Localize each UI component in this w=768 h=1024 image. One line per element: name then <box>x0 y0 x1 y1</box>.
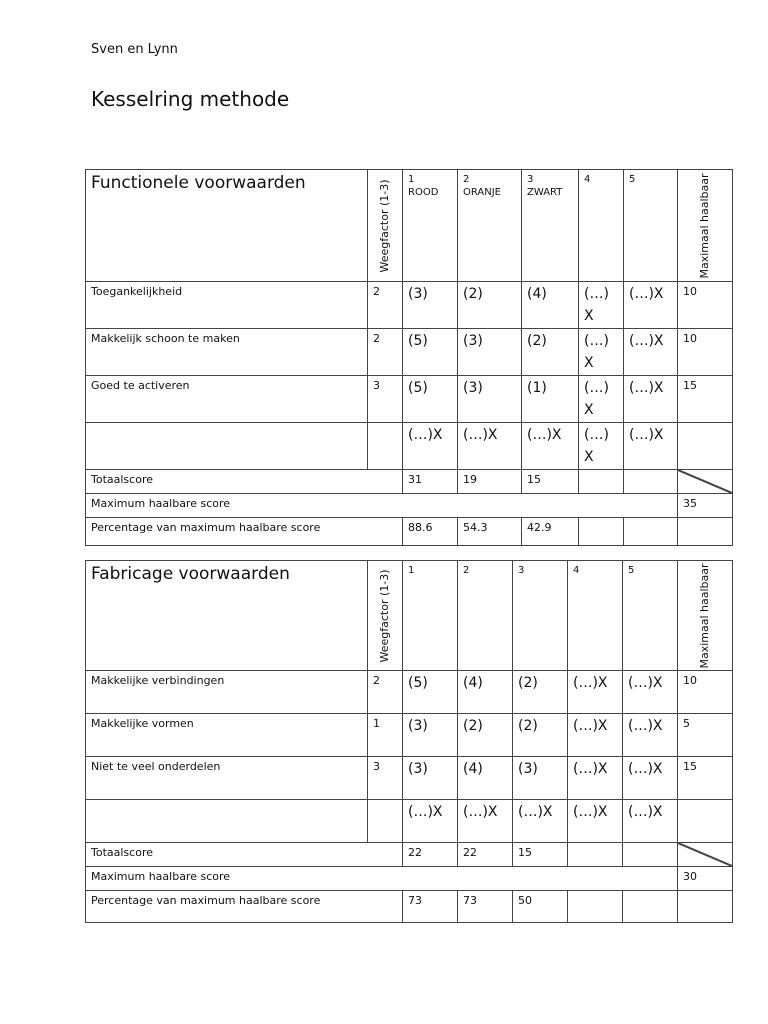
criterion-label: Makkelijke verbindingen <box>86 671 368 714</box>
score-cell: (…)X <box>522 423 579 470</box>
max-score-label: Maximum haalbare score <box>86 494 678 518</box>
criterion-label: Makkelijk schoon te maken <box>86 329 368 376</box>
percent-value: 54.3 <box>458 518 522 546</box>
column-header-1: 1 <box>403 561 458 671</box>
criterion-row-empty <box>86 800 733 843</box>
score-cell: (…)X <box>624 423 678 470</box>
weight-header: Weegfactor (1-3) <box>368 170 403 282</box>
max-header: Maximaal haalbaar <box>678 561 733 671</box>
percent-value: 73 <box>403 891 458 923</box>
max-score-row <box>86 867 733 891</box>
score-cell: (…)X <box>403 800 458 843</box>
percent-row <box>86 518 733 546</box>
header-row <box>86 170 733 282</box>
criterion-label: Goed te activeren <box>86 376 368 423</box>
max-score-value: 35 <box>678 494 733 518</box>
percent-row <box>86 891 733 923</box>
percent-value <box>623 891 678 923</box>
diagonal-cell <box>678 470 733 494</box>
percent-value-empty <box>678 518 733 546</box>
score-cell: (…)X <box>458 800 513 843</box>
author-line: Sven en Lynn <box>91 42 178 57</box>
weight-value: 2 <box>368 329 403 376</box>
percent-value: 88.6 <box>403 518 458 546</box>
column-header-5: 5 <box>624 170 678 282</box>
criterion-row <box>86 714 733 757</box>
max-header: Maximaal haalbaar <box>678 170 733 282</box>
score-cell: (…)X <box>623 671 678 714</box>
score-cell: (…)X <box>458 423 522 470</box>
criterion-label <box>86 423 368 470</box>
max-score-row <box>86 494 733 518</box>
total-value <box>568 843 623 867</box>
score-cell: (3) <box>403 757 458 800</box>
score-cell: (…)X <box>623 714 678 757</box>
max-value: 10 <box>678 282 733 329</box>
percent-value <box>568 891 623 923</box>
weight-value <box>368 800 403 843</box>
criterion-row <box>86 282 733 329</box>
weight-value <box>368 423 403 470</box>
score-cell: (…) X <box>579 376 624 423</box>
percent-value-empty <box>678 891 733 923</box>
score-cell: (3) <box>458 329 522 376</box>
score-cell: (…) X <box>579 423 624 470</box>
criterion-row <box>86 671 733 714</box>
score-cell: (…)X <box>624 376 678 423</box>
total-value <box>623 843 678 867</box>
score-cell: (3) <box>403 282 458 329</box>
weight-value: 2 <box>368 671 403 714</box>
score-cell: (2) <box>522 329 579 376</box>
score-cell: (…) X <box>579 329 624 376</box>
score-cell: (…)X <box>513 800 568 843</box>
weight-value: 3 <box>368 757 403 800</box>
score-cell: (…)X <box>623 757 678 800</box>
column-header-3: 3 ZWART <box>522 170 579 282</box>
score-cell: (…)X <box>568 714 623 757</box>
total-value: 22 <box>403 843 458 867</box>
score-cell: (3) <box>403 714 458 757</box>
criterion-row-empty <box>86 423 733 470</box>
max-value: 10 <box>678 671 733 714</box>
score-cell: (…)X <box>568 757 623 800</box>
header-row <box>86 561 733 671</box>
kesselring-table-functional <box>85 169 733 546</box>
total-value: 31 <box>403 470 458 494</box>
max-value <box>678 423 733 470</box>
max-value: 5 <box>678 714 733 757</box>
total-row <box>86 843 733 867</box>
max-value: 10 <box>678 329 733 376</box>
score-cell: (1) <box>522 376 579 423</box>
max-value: 15 <box>678 757 733 800</box>
criterion-label: Niet te veel onderdelen <box>86 757 368 800</box>
weight-value: 2 <box>368 282 403 329</box>
column-header-4: 4 <box>579 170 624 282</box>
percent-value: 73 <box>458 891 513 923</box>
percent-value <box>579 518 624 546</box>
weight-value: 1 <box>368 714 403 757</box>
percent-label: Percentage van maximum haalbare score <box>86 891 403 923</box>
score-cell: (4) <box>458 671 513 714</box>
total-value: 19 <box>458 470 522 494</box>
criterion-label: Makkelijke vormen <box>86 714 368 757</box>
score-cell: (…)X <box>403 423 458 470</box>
score-cell: (4) <box>522 282 579 329</box>
max-score-label: Maximum haalbare score <box>86 867 678 891</box>
score-cell: (2) <box>458 282 522 329</box>
score-cell: (…)X <box>623 800 678 843</box>
percent-value: 50 <box>513 891 568 923</box>
score-cell: (5) <box>403 376 458 423</box>
column-header-2: 2 <box>458 561 513 671</box>
total-value: 15 <box>513 843 568 867</box>
column-header-1: 1 ROOD <box>403 170 458 282</box>
criterion-label <box>86 800 368 843</box>
total-value: 22 <box>458 843 513 867</box>
kesselring-table-fabrication <box>85 560 733 923</box>
section-heading: Functionele voorwaarden <box>86 170 368 282</box>
total-value <box>579 470 624 494</box>
max-value: 15 <box>678 376 733 423</box>
score-cell: (…)X <box>568 800 623 843</box>
score-cell: (5) <box>403 671 458 714</box>
weight-header: Weegfactor (1-3) <box>368 561 403 671</box>
criterion-row <box>86 376 733 423</box>
column-header-4: 4 <box>568 561 623 671</box>
score-cell: (2) <box>458 714 513 757</box>
column-header-3: 3 <box>513 561 568 671</box>
score-cell: (2) <box>513 714 568 757</box>
score-cell: (3) <box>513 757 568 800</box>
total-value: 15 <box>522 470 579 494</box>
score-cell: (2) <box>513 671 568 714</box>
max-score-value: 30 <box>678 867 733 891</box>
score-cell: (…) X <box>579 282 624 329</box>
score-cell: (3) <box>458 376 522 423</box>
page-title: Kesselring methode <box>91 87 290 111</box>
criterion-label: Toegankelijkheid <box>86 282 368 329</box>
percent-value <box>624 518 678 546</box>
criterion-row <box>86 329 733 376</box>
weight-value: 3 <box>368 376 403 423</box>
total-row <box>86 470 733 494</box>
total-label: Totaalscore <box>86 470 403 494</box>
total-value <box>624 470 678 494</box>
total-label: Totaalscore <box>86 843 403 867</box>
diagonal-cell <box>678 843 733 867</box>
column-header-2: 2 ORANJE <box>458 170 522 282</box>
score-cell: (…)X <box>624 282 678 329</box>
criterion-row <box>86 757 733 800</box>
max-value <box>678 800 733 843</box>
score-cell: (…)X <box>624 329 678 376</box>
score-cell: (5) <box>403 329 458 376</box>
score-cell: (…)X <box>568 671 623 714</box>
score-cell: (4) <box>458 757 513 800</box>
column-header-5: 5 <box>623 561 678 671</box>
percent-label: Percentage van maximum haalbare score <box>86 518 403 546</box>
percent-value: 42.9 <box>522 518 579 546</box>
section-heading: Fabricage voorwaarden <box>86 561 368 671</box>
